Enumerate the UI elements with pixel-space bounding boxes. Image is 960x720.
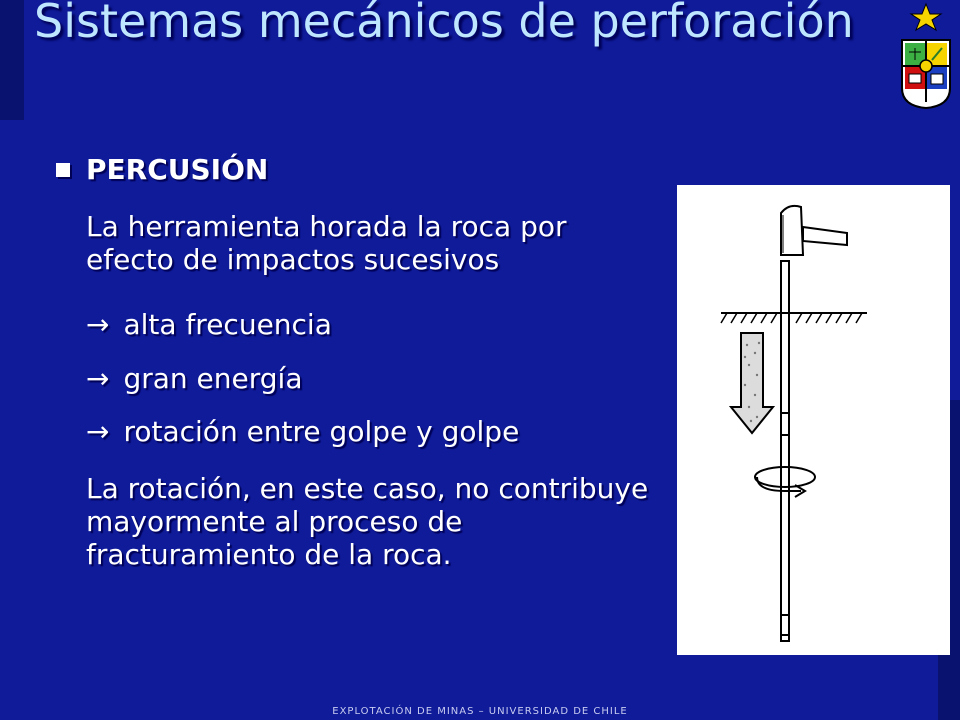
slide-title: Sistemas mecánicos de perforación: [34, 0, 854, 48]
arrow-icon: →: [86, 362, 110, 395]
paragraph-2: La rotación, en este caso, no contribuye mayormente al proceso de fracturamiento de la roca.: [86, 472, 649, 571]
arrow-item: [86, 308, 661, 341]
bullet-square-icon: [56, 163, 70, 177]
bullet-heading-text: PERCUSIÓN: [86, 153, 269, 186]
arrow-item: [86, 362, 661, 395]
arrow-item: [86, 415, 661, 448]
bullet-heading: [56, 153, 268, 187]
arrow-item-text: alta frecuencia: [123, 308, 332, 341]
arrow-icon: →: [86, 308, 110, 341]
left-accent-bar: [0, 0, 24, 120]
arrow-item-text: gran energía: [123, 362, 303, 395]
percussion-drill-illustration: [677, 185, 950, 655]
arrow-item-text: rotación entre golpe y golpe: [123, 415, 520, 448]
footer-text: EXPLOTACIÓN DE MINAS – UNIVERSIDAD DE CHILE: [332, 706, 628, 717]
university-crest-icon: [896, 2, 956, 110]
paragraph-1: La herramienta horada la roca por efecto de impactos sucesivos: [86, 210, 567, 276]
arrow-icon: →: [86, 415, 110, 448]
